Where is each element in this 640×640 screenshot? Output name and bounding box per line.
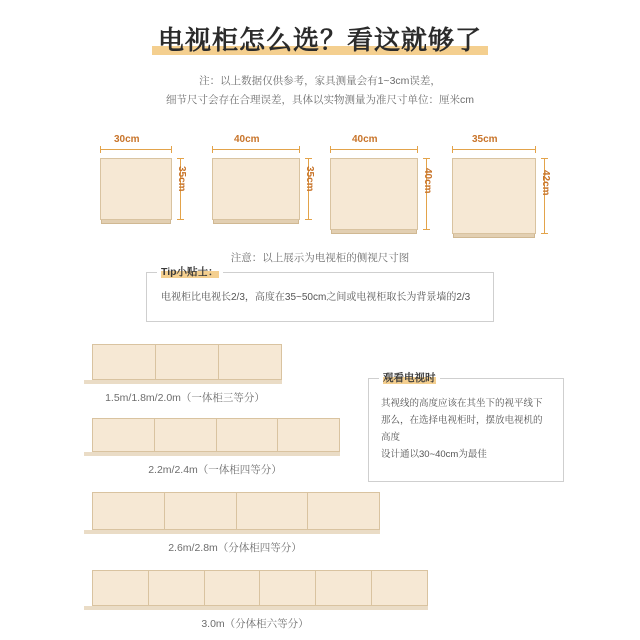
note-line-2: 细节尺寸会存在合理误差，具体以实物测量为准尺寸单位：厘米cm bbox=[166, 94, 474, 106]
side-view-item-1 bbox=[96, 136, 196, 246]
side-view-row bbox=[0, 136, 640, 248]
cabinet-shadow-1 bbox=[84, 380, 282, 384]
width-dimension-line-4 bbox=[452, 149, 536, 150]
cabinet-shadow-3 bbox=[84, 530, 380, 534]
cabinet-segment bbox=[93, 345, 156, 379]
cabinet-shadow-2 bbox=[84, 452, 340, 456]
viewing-height-line-2: 那么，在选择电视柜时，摆放电视机的高度 bbox=[381, 415, 543, 443]
cabinet-base-plank-2 bbox=[213, 220, 299, 224]
cabinet-base-plank-3 bbox=[331, 230, 417, 234]
viewing-height-note-box bbox=[368, 372, 564, 482]
side-view-item-4 bbox=[448, 136, 558, 246]
width-dimension-line-2 bbox=[212, 149, 300, 150]
cabinet-side-box-4 bbox=[452, 158, 536, 234]
cabinet-segment bbox=[205, 571, 261, 605]
cabinet-segment bbox=[93, 419, 155, 451]
height-dimension-label-4: 42cm bbox=[540, 170, 551, 196]
side-view-item-3 bbox=[330, 136, 440, 246]
viewing-height-line-1: 其视线的高度应该在其坐下的视平线下 bbox=[381, 398, 543, 409]
cabinet-caption-3: 2.6m/2.8m（分体柜四等分） bbox=[168, 542, 302, 554]
viewing-height-note-tag bbox=[379, 370, 440, 385]
cabinet-diagram-3 bbox=[92, 492, 380, 530]
tip-tag bbox=[157, 264, 223, 279]
title-text: 电视柜怎么选？看这就够了 bbox=[157, 25, 482, 55]
cabinet-caption-1: 1.5m/1.8m/2.0m（一体柜三等分） bbox=[105, 392, 265, 404]
tip-box bbox=[146, 266, 494, 322]
cabinet-base-plank-4 bbox=[453, 234, 535, 238]
width-dimension-label-2: 40cm bbox=[234, 134, 260, 145]
cabinet-side-box-2 bbox=[212, 158, 300, 220]
cabinet-diagram-1 bbox=[92, 344, 282, 380]
cabinet-segment bbox=[308, 493, 379, 529]
viewing-height-line-3: 设计通以30~40cm为最佳 bbox=[381, 449, 487, 460]
cabinet-segment bbox=[156, 345, 219, 379]
note-block bbox=[0, 72, 640, 110]
cabinet-side-box-1 bbox=[100, 158, 172, 220]
width-dimension-label-1: 30cm bbox=[114, 134, 140, 145]
width-dimension-line-1 bbox=[100, 149, 172, 150]
cabinet-caption-2: 2.2m/2.4m（一体柜四等分） bbox=[148, 464, 282, 476]
cabinet-diagram-4 bbox=[92, 570, 428, 606]
width-dimension-line-3 bbox=[330, 149, 418, 150]
cabinet-segment bbox=[316, 571, 372, 605]
page-title bbox=[0, 20, 640, 57]
height-dimension-label-1: 35cm bbox=[176, 166, 187, 192]
cabinet-segment bbox=[278, 419, 339, 451]
cabinet-segment bbox=[149, 571, 205, 605]
height-dimension-label-3: 40cm bbox=[422, 168, 433, 194]
cabinet-segment bbox=[372, 571, 427, 605]
cabinet-side-box-3 bbox=[330, 158, 418, 230]
width-dimension-label-4: 35cm bbox=[472, 134, 498, 145]
width-dimension-label-3: 40cm bbox=[352, 134, 378, 145]
cabinet-segment bbox=[93, 571, 149, 605]
tip-text: 电视柜比电视长2/3，高度在35~50cm之间或电视柜取长为背景墙的2/3 bbox=[161, 292, 471, 303]
cabinet-shadow-4 bbox=[84, 606, 428, 610]
cabinet-segment bbox=[260, 571, 316, 605]
note-line-1: 注：以上数据仅供参考，家具测量会有1~3cm误差， bbox=[199, 75, 441, 87]
cabinet-diagram-2 bbox=[92, 418, 340, 452]
viewing-height-tag-text: 观看电视时 bbox=[383, 372, 436, 384]
cabinet-segment bbox=[93, 493, 165, 529]
side-view-caption: 注意：以上展示为电视柜的侧视尺寸图 bbox=[230, 252, 410, 264]
height-dimension-label-2: 35cm bbox=[304, 166, 315, 192]
viewing-height-note-text bbox=[381, 395, 551, 463]
cabinet-segment bbox=[217, 419, 279, 451]
cabinet-base-plank-1 bbox=[101, 220, 171, 224]
cabinet-segment bbox=[237, 493, 309, 529]
cabinet-segment bbox=[219, 345, 281, 379]
tip-tag-text: Tip小贴士： bbox=[161, 266, 219, 278]
side-view-item-2 bbox=[212, 136, 322, 246]
cabinet-caption-4: 3.0m（分体柜六等分） bbox=[201, 618, 309, 630]
cabinet-segment bbox=[165, 493, 237, 529]
cabinet-segment bbox=[155, 419, 217, 451]
